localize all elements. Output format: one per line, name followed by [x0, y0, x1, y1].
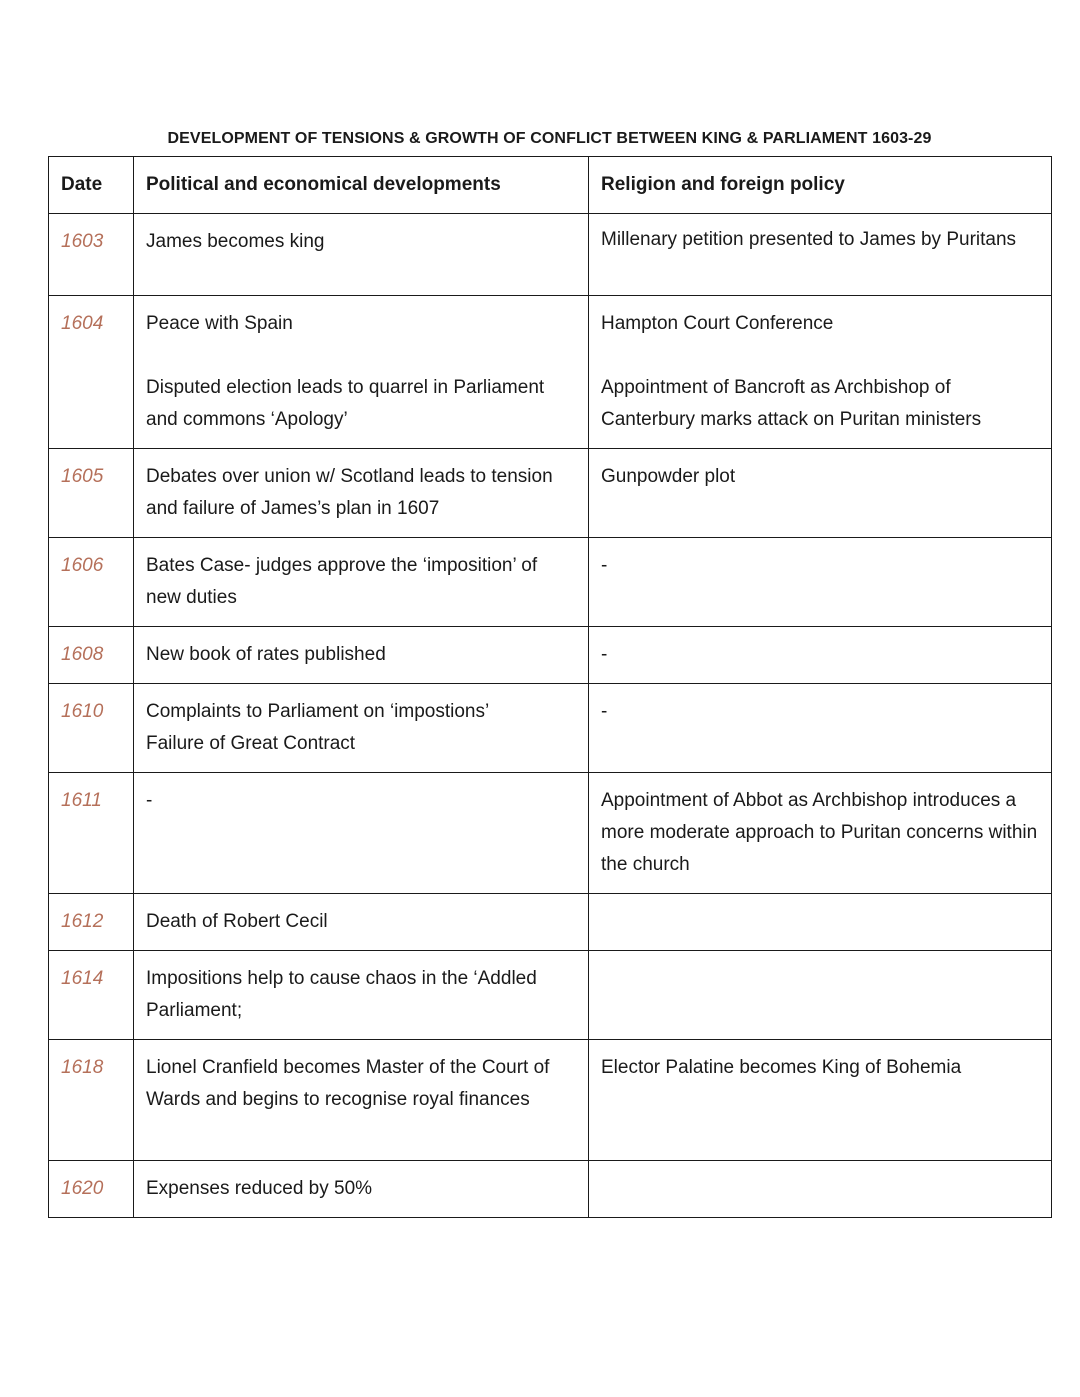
row-religion [589, 538, 1052, 627]
political-text: Expenses reduced by 50% [146, 1178, 373, 1199]
political-text: - [146, 790, 153, 811]
table-row [49, 296, 1052, 449]
row-political [134, 449, 589, 538]
religion-text: Hampton Court Conference [601, 313, 834, 334]
row-date: 1614 [49, 951, 134, 1040]
table-header-row [49, 157, 1052, 214]
table-row [49, 951, 1052, 1040]
row-religion [589, 449, 1052, 538]
timeline-table [48, 156, 1052, 1218]
religion-text: Gunpowder plot [601, 466, 736, 487]
table-row [49, 214, 1052, 296]
header-religion: Religion and foreign policy [589, 157, 1052, 214]
table-row [49, 449, 1052, 538]
religion-text: Millenary petition presented to James by Puritans [601, 229, 1017, 250]
row-date: 1618 [49, 1040, 134, 1161]
row-religion [589, 627, 1052, 684]
row-date: 1610 [49, 684, 134, 773]
row-date: 1603 [49, 214, 134, 296]
row-political [134, 894, 589, 951]
table-row [49, 538, 1052, 627]
religion-text: Appointment of Bancroft as Archbishop of Canterbury marks attack on Puritan ministers [601, 377, 982, 430]
row-date: 1606 [49, 538, 134, 627]
row-political [134, 951, 589, 1040]
row-political [134, 296, 589, 449]
row-religion [589, 1040, 1052, 1161]
row-date: 1608 [49, 627, 134, 684]
row-political [134, 773, 589, 894]
row-religion [589, 951, 1052, 1040]
political-text: Lionel Cranfield becomes Master of the Court of Wards and begins to recognise royal finances [146, 1057, 550, 1110]
religion-text: - [601, 644, 608, 665]
table-row [49, 627, 1052, 684]
table-row [49, 684, 1052, 773]
row-political [134, 684, 589, 773]
row-date: 1620 [49, 1161, 134, 1218]
row-religion [589, 773, 1052, 894]
row-religion [589, 1161, 1052, 1218]
political-text: Failure of Great Contract [146, 733, 356, 754]
row-political [134, 1040, 589, 1161]
political-text: New book of rates published [146, 644, 386, 665]
table-row [49, 894, 1052, 951]
row-date: 1605 [49, 449, 134, 538]
document-title: DEVELOPMENT OF TENSIONS & GROWTH OF CONFLICT BETWEEN KING & PARLIAMENT 1603-29 [167, 130, 932, 147]
row-political [134, 538, 589, 627]
row-religion [589, 894, 1052, 951]
political-text: Complaints to Parliament on ‘impostions’ [146, 701, 490, 722]
political-text: Impositions help to cause chaos in the ‘Addled Parliament; [146, 968, 537, 1021]
table-row [49, 1040, 1052, 1161]
political-text: Peace with Spain [146, 313, 293, 334]
political-text: Disputed election leads to quarrel in Parliament and commons ‘Apology’ [146, 377, 545, 430]
religion-text: Appointment of Abbot as Archbishop introduces a more moderate approach to Puritan concerns within the church [601, 790, 1038, 875]
row-date: 1611 [49, 773, 134, 894]
row-political [134, 627, 589, 684]
political-text: Bates Case- judges approve the ‘imposition’ of new duties [146, 555, 538, 608]
row-date: 1604 [49, 296, 134, 449]
row-religion [589, 214, 1052, 296]
political-text: James becomes king [146, 231, 325, 252]
row-political [134, 1161, 589, 1218]
table-row [49, 773, 1052, 894]
political-text: Debates over union w/ Scotland leads to tension and failure of James’s plan in 1607 [146, 466, 553, 519]
political-text: Death of Robert Cecil [146, 911, 328, 932]
row-religion [589, 296, 1052, 449]
header-political: Political and economical developments [134, 157, 589, 214]
header-date: Date [49, 157, 134, 214]
religion-text: - [601, 555, 608, 576]
row-date: 1612 [49, 894, 134, 951]
religion-text: - [601, 701, 608, 722]
religion-text: Elector Palatine becomes King of Bohemia [601, 1057, 962, 1078]
row-political [134, 214, 589, 296]
row-religion [589, 684, 1052, 773]
table-row [49, 1161, 1052, 1218]
